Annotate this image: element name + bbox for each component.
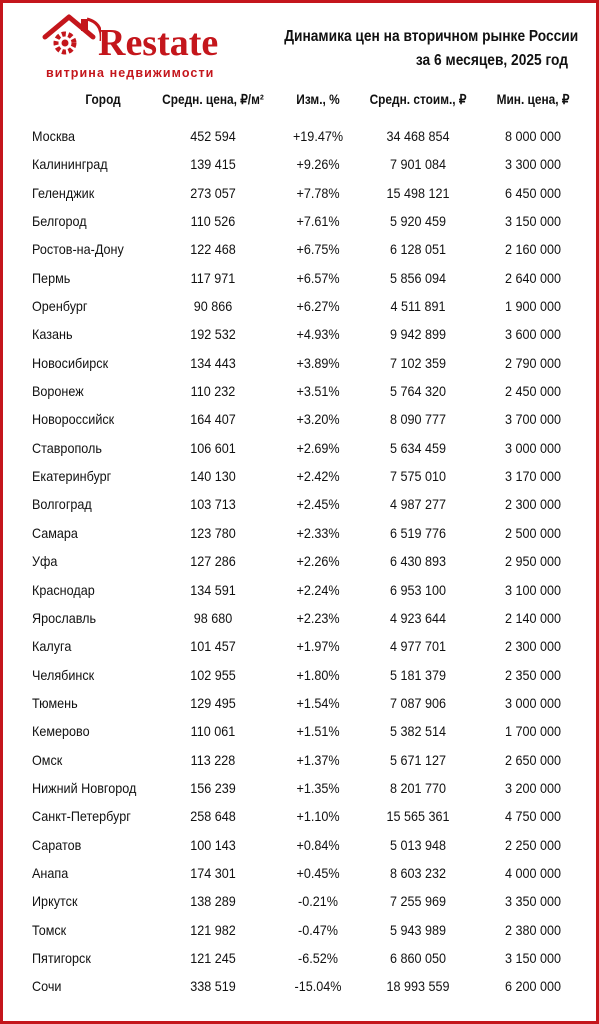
table-row <box>3 747 596 775</box>
avg-cost-cell: 6 860 050 <box>389 949 447 966</box>
avg-cost-cell: 6 430 893 <box>389 553 447 570</box>
price-m2-cell: 338 519 <box>190 978 236 995</box>
table-row <box>3 463 596 491</box>
table-row <box>3 293 596 321</box>
avg-cost-cell: 5 671 127 <box>389 751 447 768</box>
table-row <box>3 350 596 378</box>
avg-cost-cell: 34 468 854 <box>386 128 450 144</box>
change-cell: +1.54% <box>296 694 340 711</box>
change-cell: +2.24% <box>296 581 340 598</box>
change-cell: +1.37% <box>296 751 340 768</box>
price-m2-cell: 129 495 <box>190 694 236 711</box>
city-cell: Екатеринбург <box>32 468 112 485</box>
min-price-cell: 3 150 000 <box>504 213 562 230</box>
table-row <box>3 520 596 548</box>
change-cell: +2.69% <box>296 439 340 456</box>
avg-cost-cell: 5 764 320 <box>389 383 447 400</box>
change-cell: +7.78% <box>296 184 340 201</box>
price-m2-cell: 140 130 <box>190 468 236 485</box>
table-row <box>3 435 596 463</box>
avg-cost-cell: 7 575 010 <box>389 468 447 485</box>
city-cell: Нижний Новгород <box>32 779 137 796</box>
city-cell: Иркутск <box>32 893 78 910</box>
min-price-cell: 2 300 000 <box>504 638 562 655</box>
city-cell: Воронеж <box>32 383 84 400</box>
price-m2-cell: 134 591 <box>190 581 236 598</box>
price-m2-cell: 134 443 <box>190 354 236 371</box>
min-price-cell: 4 000 000 <box>504 864 562 881</box>
price-m2-cell: 452 594 <box>190 128 236 144</box>
city-cell: Белгород <box>32 213 87 230</box>
table-row <box>3 406 596 434</box>
avg-cost-cell: 7 901 084 <box>389 156 447 173</box>
city-cell: Томск <box>32 921 67 938</box>
change-cell: +1.51% <box>296 723 340 740</box>
avg-cost-cell: 8 201 770 <box>389 779 447 796</box>
city-cell: Омск <box>32 751 63 768</box>
change-cell: +6.57% <box>296 269 340 286</box>
min-price-cell: 3 350 000 <box>504 893 562 910</box>
table-row <box>3 548 596 576</box>
change-cell: -6.52% <box>298 949 338 966</box>
min-price-cell: 8 000 000 <box>504 128 562 144</box>
avg-cost-cell: 5 943 989 <box>389 921 447 938</box>
table-row <box>3 718 596 746</box>
table-row <box>3 491 596 519</box>
price-m2-cell: 258 648 <box>190 808 236 825</box>
min-price-cell: 2 350 000 <box>504 666 562 683</box>
city-cell: Анапа <box>32 864 69 881</box>
price-m2-cell: 121 245 <box>190 949 236 966</box>
city-cell: Кемерово <box>32 723 90 740</box>
page-title <box>284 25 579 73</box>
min-price-cell: 2 140 000 <box>504 609 562 626</box>
table-body <box>3 123 596 1002</box>
avg-cost-cell: 5 382 514 <box>389 723 447 740</box>
price-m2-cell: 110 526 <box>190 213 236 230</box>
logo-wordmark: Restate <box>98 22 219 64</box>
avg-cost-cell: 4 977 701 <box>389 638 447 655</box>
table-row <box>3 832 596 860</box>
table-row <box>3 577 596 605</box>
change-cell: +1.35% <box>296 779 340 796</box>
change-cell: +2.45% <box>296 496 340 513</box>
change-cell: +7.61% <box>296 213 340 230</box>
change-cell: +1.10% <box>296 808 340 825</box>
column-header-city: Город <box>85 92 121 107</box>
city-cell: Казань <box>32 326 73 343</box>
table-row <box>3 633 596 661</box>
avg-cost-cell: 8 603 232 <box>389 864 447 881</box>
avg-cost-cell: 15 498 121 <box>386 184 450 201</box>
change-cell: +3.51% <box>296 383 340 400</box>
city-cell: Ростов-на-Дону <box>32 241 124 258</box>
city-cell: Москва <box>32 128 76 144</box>
price-m2-cell: 273 057 <box>190 184 236 201</box>
avg-cost-cell: 5 013 948 <box>389 836 447 853</box>
change-cell: +1.97% <box>296 638 340 655</box>
price-m2-cell: 101 457 <box>190 638 236 655</box>
min-price-cell: 3 600 000 <box>504 326 562 343</box>
change-cell: +6.75% <box>296 241 340 258</box>
city-cell: Оренбург <box>32 298 88 315</box>
table-row <box>3 236 596 264</box>
page-frame <box>3 3 596 1021</box>
table-row <box>3 775 596 803</box>
table-row <box>3 180 596 208</box>
change-cell: +6.27% <box>296 298 340 315</box>
table-row <box>3 265 596 293</box>
price-m2-cell: 139 415 <box>190 156 236 173</box>
min-price-cell: 2 450 000 <box>504 383 562 400</box>
table-row <box>3 605 596 633</box>
city-cell: Пятигорск <box>32 949 91 966</box>
change-cell: +1.80% <box>296 666 340 683</box>
city-cell: Тюмень <box>32 694 78 711</box>
price-m2-cell: 156 239 <box>190 779 236 796</box>
city-cell: Челябинск <box>32 666 95 683</box>
price-m2-cell: 174 301 <box>190 864 236 881</box>
city-cell: Ярославль <box>32 609 97 626</box>
min-price-cell: 2 300 000 <box>504 496 562 513</box>
city-cell: Ставрополь <box>32 439 102 456</box>
city-cell: Саратов <box>32 836 82 853</box>
min-price-cell: 3 700 000 <box>504 411 562 428</box>
avg-cost-cell: 5 181 379 <box>389 666 447 683</box>
min-price-cell: 1 900 000 <box>504 298 562 315</box>
city-cell: Калининград <box>32 156 108 173</box>
avg-cost-cell: 4 511 891 <box>390 298 446 315</box>
change-cell: +2.26% <box>296 553 340 570</box>
change-cell: +3.20% <box>296 411 340 428</box>
price-m2-cell: 164 407 <box>190 411 236 428</box>
price-m2-cell: 117 971 <box>190 269 236 286</box>
avg-cost-cell: 6 128 051 <box>389 241 447 258</box>
change-cell: +9.26% <box>296 156 340 173</box>
min-price-cell: 3 300 000 <box>504 156 562 173</box>
city-cell: Новороссийск <box>32 411 115 428</box>
avg-cost-cell: 4 923 644 <box>389 609 447 626</box>
min-price-cell: 6 450 000 <box>504 184 562 201</box>
avg-cost-cell: 18 993 559 <box>386 978 450 995</box>
table-row <box>3 690 596 718</box>
city-cell: Пермь <box>32 269 71 286</box>
column-header-min-price: Мин. цена, ₽ <box>496 92 570 107</box>
avg-cost-cell: 6 519 776 <box>389 524 447 541</box>
price-m2-cell: 98 680 <box>193 609 233 626</box>
change-cell: +0.45% <box>296 864 340 881</box>
change-cell: +2.33% <box>296 524 340 541</box>
table-row <box>3 662 596 690</box>
change-cell: +4.93% <box>296 326 340 343</box>
price-m2-cell: 103 713 <box>190 496 236 513</box>
avg-cost-cell: 5 920 459 <box>389 213 447 230</box>
min-price-cell: 1 700 000 <box>504 723 562 740</box>
table-row <box>3 860 596 888</box>
price-m2-cell: 110 232 <box>190 383 236 400</box>
min-price-cell: 2 650 000 <box>504 751 562 768</box>
table-row <box>3 208 596 236</box>
avg-cost-cell: 6 953 100 <box>389 581 447 598</box>
column-header-avg-cost: Средн. стоим., ₽ <box>369 92 467 107</box>
change-cell: +3.89% <box>296 354 340 371</box>
avg-cost-cell: 15 565 361 <box>386 808 450 825</box>
min-price-cell: 2 250 000 <box>504 836 562 853</box>
avg-cost-cell: 9 942 899 <box>389 326 447 343</box>
city-cell: Санкт-Петербург <box>32 808 131 825</box>
min-price-cell: 6 200 000 <box>504 978 562 995</box>
price-m2-cell: 123 780 <box>190 524 236 541</box>
avg-cost-cell: 5 634 459 <box>389 439 447 456</box>
min-price-cell: 2 790 000 <box>504 354 562 371</box>
table-row <box>3 945 596 973</box>
price-m2-cell: 138 289 <box>190 893 236 910</box>
table-row <box>3 123 596 151</box>
logo-tagline: витрина недвижимости <box>46 66 215 80</box>
min-price-cell: 2 500 000 <box>504 524 562 541</box>
avg-cost-cell: 8 090 777 <box>389 411 447 428</box>
change-cell: -0.21% <box>298 893 338 910</box>
city-cell: Калуга <box>32 638 72 655</box>
min-price-cell: 3 000 000 <box>504 694 562 711</box>
change-cell: +2.23% <box>296 609 340 626</box>
min-price-cell: 3 100 000 <box>504 581 562 598</box>
min-price-cell: 3 200 000 <box>504 779 562 796</box>
price-m2-cell: 90 866 <box>193 298 233 315</box>
city-cell: Волгоград <box>32 496 92 513</box>
table-row <box>3 888 596 916</box>
column-header-change: Изм., % <box>296 92 340 107</box>
title-line-1: Динамика цен на вторичном рынке России <box>284 28 579 45</box>
city-cell: Самара <box>32 524 78 541</box>
price-m2-cell: 106 601 <box>190 439 236 456</box>
table-row <box>3 803 596 831</box>
city-cell: Сочи <box>32 978 62 995</box>
change-cell: -15.04% <box>294 978 342 995</box>
table-row <box>3 917 596 945</box>
min-price-cell: 3 150 000 <box>504 949 562 966</box>
change-cell: +2.42% <box>296 468 340 485</box>
change-cell: +19.47% <box>292 128 344 144</box>
price-m2-cell: 110 061 <box>190 723 236 740</box>
price-m2-cell: 192 532 <box>190 326 236 343</box>
min-price-cell: 3 000 000 <box>504 439 562 456</box>
table-header <box>3 92 596 116</box>
table-row <box>3 378 596 406</box>
min-price-cell: 3 170 000 <box>504 468 562 485</box>
price-m2-cell: 113 228 <box>190 751 236 768</box>
table-row <box>3 973 596 1001</box>
min-price-cell: 2 380 000 <box>504 921 562 938</box>
avg-cost-cell: 4 987 277 <box>389 496 447 513</box>
min-price-cell: 2 160 000 <box>504 241 562 258</box>
min-price-cell: 2 640 000 <box>504 269 562 286</box>
price-m2-cell: 102 955 <box>190 666 236 683</box>
change-cell: -0.47% <box>298 921 338 938</box>
min-price-cell: 2 950 000 <box>504 553 562 570</box>
change-cell: +0.84% <box>296 836 340 853</box>
restate-logo[interactable] <box>41 13 241 79</box>
column-header-price-m2: Средн. цена, ₽/м² <box>162 92 264 107</box>
price-m2-cell: 100 143 <box>190 836 236 853</box>
price-m2-cell: 127 286 <box>190 553 236 570</box>
city-cell: Новосибирск <box>32 354 109 371</box>
price-m2-cell: 121 982 <box>190 921 236 938</box>
price-m2-cell: 122 468 <box>190 241 236 258</box>
city-cell: Краснодар <box>32 581 95 598</box>
table-row <box>3 151 596 179</box>
table-row <box>3 321 596 349</box>
title-line-2: за 6 месяцев, 2025 год <box>415 52 568 69</box>
house-gear-icon <box>41 13 101 65</box>
avg-cost-cell: 5 856 094 <box>389 269 447 286</box>
avg-cost-cell: 7 087 906 <box>389 694 447 711</box>
avg-cost-cell: 7 102 359 <box>389 354 447 371</box>
city-cell: Уфа <box>32 553 58 570</box>
min-price-cell: 4 750 000 <box>504 808 562 825</box>
city-cell: Геленджик <box>32 184 95 201</box>
avg-cost-cell: 7 255 969 <box>389 893 447 910</box>
